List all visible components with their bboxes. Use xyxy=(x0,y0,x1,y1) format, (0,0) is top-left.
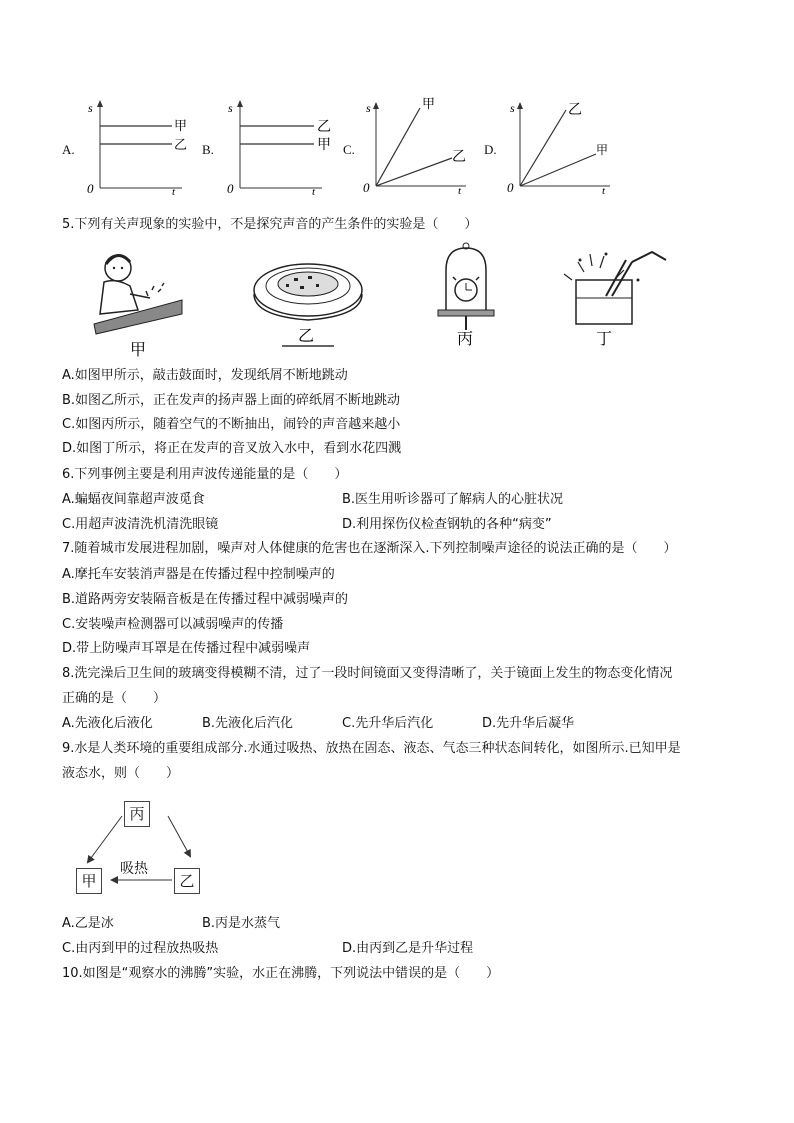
graph-c xyxy=(358,96,478,196)
q9-stem-line1: 9.水是人类环境的重要组成部分.水通过吸热、放热在固态、液态、气态三种状态间转化，如图所示.已知甲是 xyxy=(62,741,681,756)
graph-line-label: 甲 xyxy=(596,143,609,157)
q8-option-c: C.先升华后汽化 xyxy=(342,716,434,731)
q7-option-b: B.道路两旁安装隔音板是在传播过程中减弱噪声的 xyxy=(62,592,349,607)
q8-option-b: B.先液化后汽化 xyxy=(202,716,294,731)
q6-option-d: D.利用探伤仪检查钢轨的各种“病变” xyxy=(342,517,552,532)
q6-option-b: B.医生用听诊器可了解病人的心脏状况 xyxy=(342,492,564,507)
origin-label: 0 xyxy=(227,181,234,196)
origin-label: 0 xyxy=(363,180,370,195)
graph-c-letter: C. xyxy=(343,142,355,157)
axis-t-label: t xyxy=(602,185,606,196)
graph-line-label: 乙 xyxy=(317,119,331,135)
q6-option-c: C.用超声波清洗机清洗眼镜 xyxy=(62,517,219,532)
q7-option-a: A.摩托车安装消声器是在传播过程中控制噪声的 xyxy=(62,567,335,582)
axis-s-label: s xyxy=(510,101,515,115)
phase-box-left: 甲 xyxy=(76,868,102,894)
q7-stem: 7.随着城市发展进程加剧，噪声对人体健康的危害也在逐渐深入.下列控制噪声途径的说法正确的是（ ） xyxy=(62,541,677,556)
figure-label-ding: 丁 xyxy=(596,329,613,348)
q10-stem: 10.如图是“观察水的沸腾”实验，水正在沸腾，下列说法中错误的是（ ） xyxy=(62,966,500,981)
graph-line-label: 乙 xyxy=(568,102,582,118)
figure-label-jia: 甲 xyxy=(130,340,147,359)
axis-s-label: s xyxy=(366,101,371,115)
q5-option-b: B.如图乙所示，正在发声的扬声器上面的碎纸屑不断地跳动 xyxy=(62,393,401,408)
q7-option-c: C.安装噪声检测器可以减弱噪声的传播 xyxy=(62,617,284,632)
axis-t-label: t xyxy=(172,186,176,196)
phase-box-right: 乙 xyxy=(174,868,200,894)
graph-d-letter: D. xyxy=(484,142,497,157)
bell-jar-illustration xyxy=(438,243,494,330)
graph-line-label: 乙 xyxy=(452,149,466,165)
q6-option-a: A.蝙蝠夜间靠超声波觅食 xyxy=(62,492,205,507)
axis-s-label: s xyxy=(228,101,233,115)
drum-child-illustration xyxy=(94,255,182,334)
figure-label-yi: 乙 xyxy=(298,326,315,345)
q9-option-b: B.丙是水蒸气 xyxy=(202,916,281,931)
phase-arrow-label: 吸热 xyxy=(120,861,148,877)
origin-label: 0 xyxy=(87,181,94,196)
q9-option-d: D.由丙到乙是升华过程 xyxy=(342,941,474,956)
q5-option-c: C.如图丙所示，随着空气的不断抽出，闹铃的声音越来越小 xyxy=(62,417,401,432)
graph-d xyxy=(502,96,622,196)
axis-t-label: t xyxy=(458,185,462,196)
q8-stem-line1: 8.洗完澡后卫生间的玻璃变得模糊不清，过了一段时间镜面又变得清晰了，关于镜面上发生的物态变化情况 xyxy=(62,666,673,681)
axis-s-label: s xyxy=(88,101,93,115)
graph-line-label: 甲 xyxy=(317,137,331,153)
q9-option-a: A.乙是冰 xyxy=(62,916,114,931)
q8-option-a: A.先液化后液化 xyxy=(62,716,153,731)
q5-option-a: A.如图甲所示，敲击鼓面时，发现纸屑不断地跳动 xyxy=(62,368,348,383)
graph-line-label: 甲 xyxy=(174,119,188,134)
q6-stem: 6.下列事例主要是利用声波传递能量的是（ ） xyxy=(62,467,348,482)
graph-line-label: 甲 xyxy=(422,97,436,112)
q7-option-d: D.带上防噪声耳罩是在传播过程中减弱噪声 xyxy=(62,641,311,656)
axis-t-label: t xyxy=(312,186,316,196)
figure-label-bing: 丙 xyxy=(457,329,474,348)
q5-option-d: D.如图丁所示，将正在发声的音叉放入水中，看到水花四溅 xyxy=(62,441,402,456)
graph-a xyxy=(82,98,192,196)
q8-option-d: D.先升华后凝华 xyxy=(482,716,575,731)
q5-illustrations xyxy=(86,238,686,362)
graph-line-label: 乙 xyxy=(174,138,188,153)
tuning-fork-illustration xyxy=(564,252,666,324)
q8-stem-line2: 正确的是（ ） xyxy=(62,691,167,706)
origin-label: 0 xyxy=(507,180,514,195)
graph-a-letter: A. xyxy=(62,142,75,157)
phase-box-top: 丙 xyxy=(124,801,150,827)
q9-stem-line2: 液态水，则（ ） xyxy=(62,766,180,781)
graph-b-letter: B. xyxy=(202,142,214,157)
graph-b xyxy=(222,98,332,196)
q9-option-c: C.由丙到甲的过程放热吸热 xyxy=(62,941,219,956)
q5-stem: 5.下列有关声现象的实验中，不是探究声音的产生条件的实验是（ ） xyxy=(62,217,478,232)
